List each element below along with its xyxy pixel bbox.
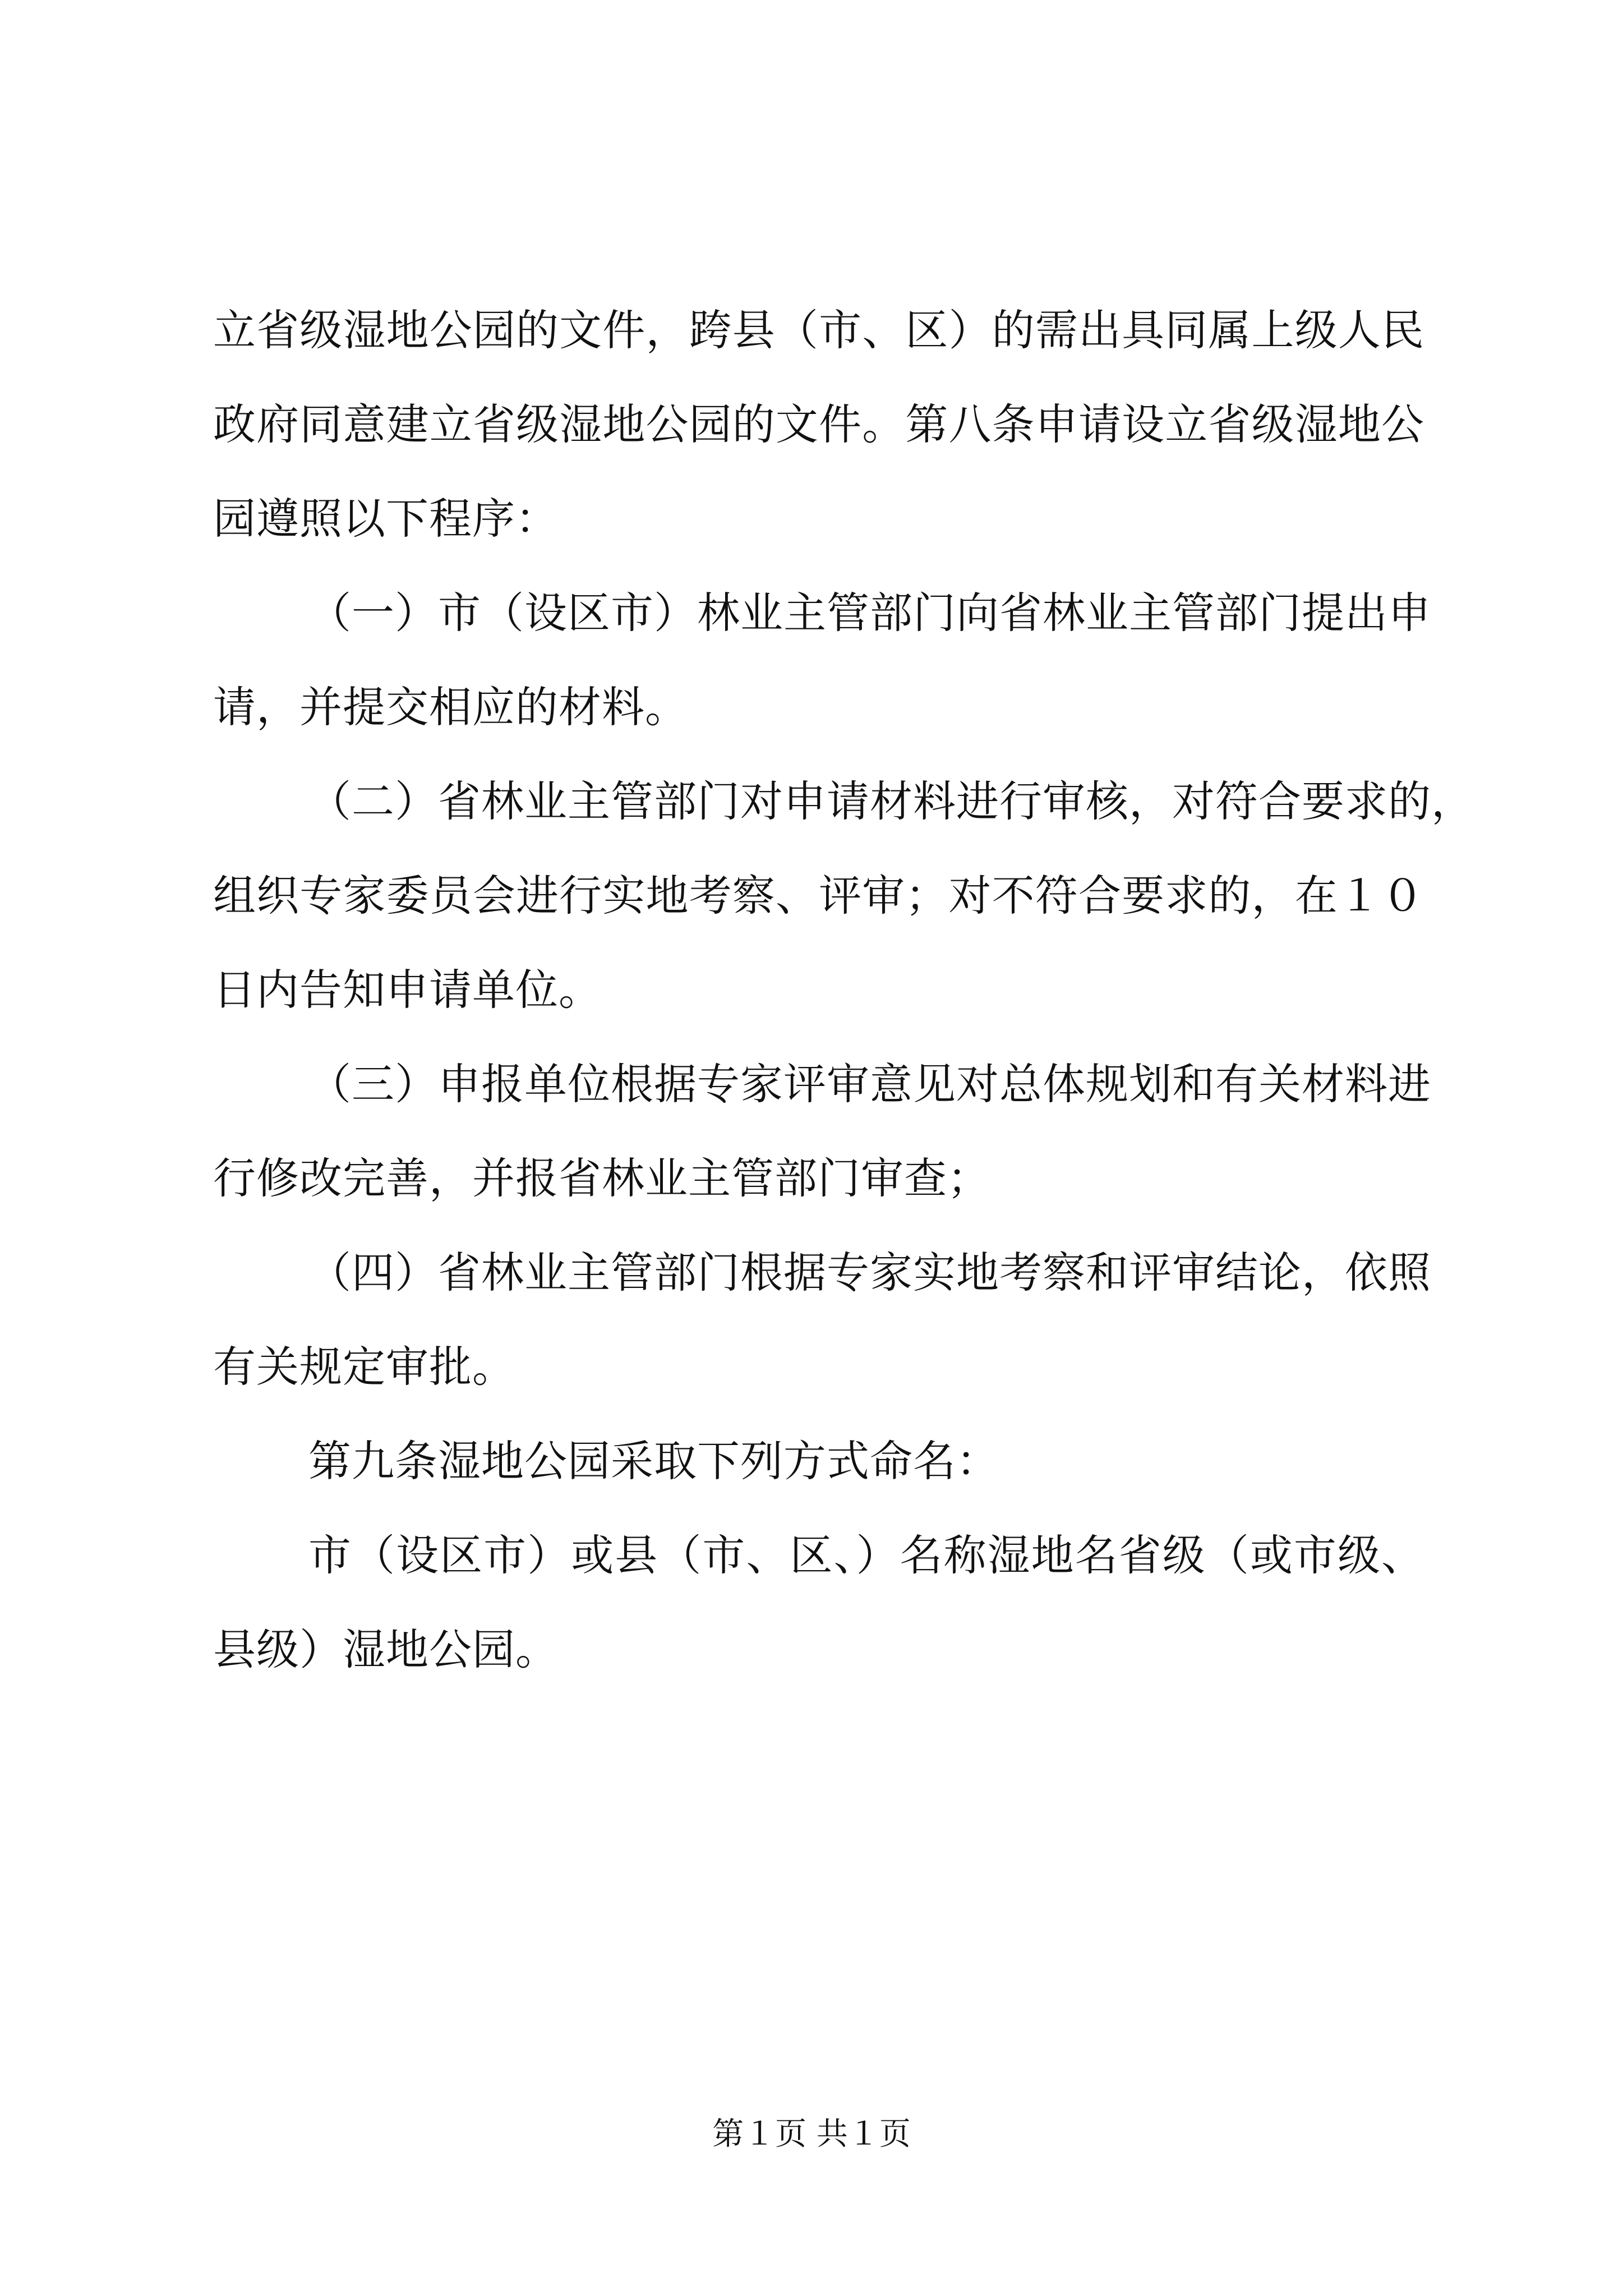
- page-footer: 第１页 共１页: [712, 2116, 911, 2152]
- text-line-6: （二）省林业主管部门对申请材料进行审核，对符合要求的，: [308, 776, 1474, 826]
- text-line-3: 园遵照以下程序：: [213, 494, 559, 544]
- text-line-5: 请，并提交相应的材料。: [213, 682, 688, 732]
- text-line-10: 行修改完善，并报省林业主管部门审查；: [213, 1153, 990, 1203]
- text-line-13: 第九条湿地公园采取下列方式命名：: [308, 1436, 999, 1486]
- text-line-1: 立省级湿地公园的文件，跨县（市、区）的需出具同属上级人民: [213, 305, 1424, 355]
- text-line-12: 有关规定审批。: [213, 1342, 515, 1392]
- text-line-9: （三）申报单位根据专家评审意见对总体规划和有关材料进: [308, 1059, 1431, 1109]
- text-line-4: （一）市（设区市）林业主管部门向省林业主管部门提出申: [308, 588, 1431, 638]
- text-line-11: （四）省林业主管部门根据专家实地考察和评审结论，依照: [308, 1248, 1431, 1297]
- text-line-8: 日内告知申请单位。: [213, 965, 602, 1015]
- text-line-2: 政府同意建立省级湿地公园的文件。第八条申请设立省级湿地公: [213, 399, 1424, 449]
- text-line-7: 组织专家委员会进行实地考察、评审；对不符合要求的，在１０: [213, 871, 1424, 921]
- text-line-15: 县级）湿地公园。: [213, 1625, 559, 1674]
- document-body: [213, 283, 1474, 1697]
- text-line-14: 市（设区市）或县（市、区、）名称湿地名省级（或市级、: [308, 1530, 1424, 1580]
